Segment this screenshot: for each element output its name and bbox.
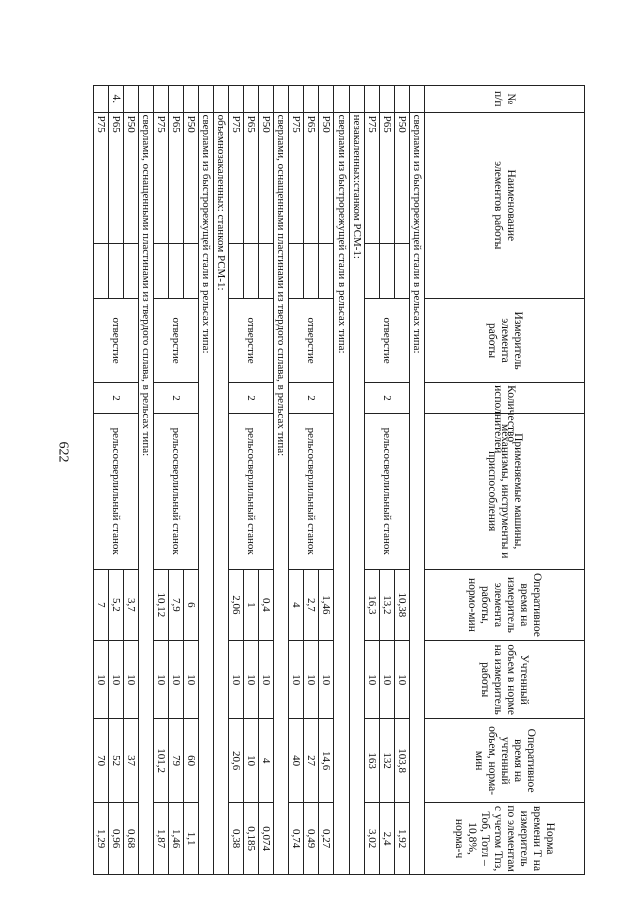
op-time-value: 3,7 bbox=[124, 569, 139, 641]
volume-value: 10 bbox=[154, 641, 169, 719]
volume-value: 10 bbox=[184, 641, 199, 719]
volume-value: 10 bbox=[94, 641, 109, 719]
row-number-cell bbox=[154, 86, 169, 113]
norm-value: 2,4 bbox=[379, 803, 394, 875]
volume-value: 10 bbox=[124, 641, 139, 719]
header-op-time: Оперативное время на измеритель элемента работы, нормо-мин bbox=[424, 569, 584, 641]
row-number-cell bbox=[139, 86, 154, 113]
row-number-cell bbox=[94, 86, 109, 113]
norm-value: 1,29 bbox=[94, 803, 109, 875]
header-row bbox=[424, 86, 584, 875]
op-time-value: 5,2 bbox=[109, 569, 124, 641]
op-time-value: 4 bbox=[289, 569, 304, 641]
row-number-cell bbox=[319, 86, 334, 113]
norm-value: 0,27 bbox=[319, 803, 334, 875]
op-time-value: 2,7 bbox=[304, 569, 319, 641]
rail-type: Р75 bbox=[154, 112, 169, 243]
row-number-cell bbox=[289, 86, 304, 113]
norm-value: 0,185 bbox=[244, 803, 259, 875]
machine-cell: рельсосверлильный станок bbox=[94, 413, 139, 569]
spacer-cell bbox=[184, 243, 199, 298]
spacer-cell bbox=[109, 243, 124, 298]
norm-value: 0,38 bbox=[229, 803, 244, 875]
op-volume-value: 79 bbox=[169, 719, 184, 803]
row-number-cell bbox=[304, 86, 319, 113]
op-volume-value: 14,6 bbox=[319, 719, 334, 803]
op-time-value: 16,3 bbox=[364, 569, 379, 641]
machine-cell: рельсосверлильный станок bbox=[364, 413, 409, 569]
page-number: 622 bbox=[55, 441, 71, 463]
rail-type: Р75 bbox=[94, 112, 109, 243]
op-time-value: 10,38 bbox=[394, 569, 409, 641]
op-volume-value: 103,8 bbox=[394, 719, 409, 803]
op-volume-value: 27 bbox=[304, 719, 319, 803]
volume-value: 10 bbox=[319, 641, 334, 719]
meter-cell: отверстие bbox=[289, 299, 334, 383]
spacer-cell bbox=[364, 243, 379, 298]
row-number-cell bbox=[334, 86, 349, 113]
rail-type: Р75 bbox=[289, 112, 304, 243]
op-volume-value: 163 bbox=[364, 719, 379, 803]
op-volume-value: 101,2 bbox=[154, 719, 169, 803]
table-row bbox=[259, 86, 274, 875]
row-number-cell bbox=[124, 86, 139, 113]
volume-value: 10 bbox=[364, 641, 379, 719]
op-volume-value: 20,6 bbox=[229, 719, 244, 803]
meter-cell: отверстие bbox=[154, 299, 199, 383]
volume-value: 10 bbox=[244, 641, 259, 719]
norm-value: 1,87 bbox=[154, 803, 169, 875]
rail-type: Р50 bbox=[259, 112, 274, 243]
volume-value: 10 bbox=[289, 641, 304, 719]
op-volume-value: 52 bbox=[109, 719, 124, 803]
volume-value: 10 bbox=[229, 641, 244, 719]
header-name: Наименование элементов работы bbox=[424, 112, 584, 298]
table-row bbox=[319, 86, 334, 875]
header-meter: Измеритель элемента работы bbox=[424, 299, 584, 383]
volume-value: 10 bbox=[259, 641, 274, 719]
section-title: сверлами из быстрорежущей стали в рельсах типа: bbox=[199, 112, 214, 874]
spacer-cell bbox=[244, 243, 259, 298]
workers-cell: 2 bbox=[154, 383, 199, 414]
volume-value: 10 bbox=[394, 641, 409, 719]
norm-value: 0,96 bbox=[109, 803, 124, 875]
section-volume-hardened bbox=[214, 86, 229, 875]
op-volume-value: 10 bbox=[244, 719, 259, 803]
spacer-cell bbox=[124, 243, 139, 298]
norm-value: 1,46 bbox=[169, 803, 184, 875]
op-volume-value: 132 bbox=[379, 719, 394, 803]
spacer-cell bbox=[169, 243, 184, 298]
rail-type: Р65 bbox=[379, 112, 394, 243]
row-number-cell bbox=[184, 86, 199, 113]
header-machines: Применяемые машины, механизмы, инструменты и приспособления bbox=[424, 413, 584, 569]
machine-cell: рельсосверлильный станок bbox=[289, 413, 334, 569]
header-volume: Учтенный объем в норме на измеритель работы bbox=[424, 641, 584, 719]
op-time-value: 1,46 bbox=[319, 569, 334, 641]
row-number-cell bbox=[379, 86, 394, 113]
norm-value: 1,92 bbox=[394, 803, 409, 875]
rail-type: Р50 bbox=[184, 112, 199, 243]
op-time-value: 7,9 bbox=[169, 569, 184, 641]
section-title: сверлами, оснащенными пластинами из твердого сплава, в рельсах типа: bbox=[274, 112, 289, 874]
group-title bbox=[409, 86, 424, 875]
meter-cell: отверстие bbox=[229, 299, 274, 383]
spacer-cell bbox=[94, 243, 109, 298]
row-number-cell: 4. bbox=[109, 86, 124, 113]
header-no: № п/п bbox=[424, 86, 584, 113]
norm-value: 0,49 bbox=[304, 803, 319, 875]
op-volume-value: 4 bbox=[259, 719, 274, 803]
norm-value: 1,1 bbox=[184, 803, 199, 875]
volume-value: 10 bbox=[169, 641, 184, 719]
row-number-cell bbox=[199, 86, 214, 113]
spacer-cell bbox=[319, 243, 334, 298]
row-number-cell bbox=[364, 86, 379, 113]
rail-type: Р65 bbox=[304, 112, 319, 243]
op-volume-value: 70 bbox=[94, 719, 109, 803]
row-number-cell bbox=[259, 86, 274, 113]
op-time-value: 0,4 bbox=[259, 569, 274, 641]
group-title bbox=[139, 86, 154, 875]
row-number-cell bbox=[409, 86, 424, 113]
machine-cell: рельсосверлильный станок bbox=[154, 413, 199, 569]
work-norms-table bbox=[93, 85, 585, 875]
op-time-value: 6 bbox=[184, 569, 199, 641]
row-number-cell bbox=[244, 86, 259, 113]
spacer-cell bbox=[229, 243, 244, 298]
rail-type: Р75 bbox=[229, 112, 244, 243]
meter-cell: отверстие bbox=[364, 299, 409, 383]
rail-type: Р50 bbox=[319, 112, 334, 243]
workers-cell: 2 bbox=[289, 383, 334, 414]
meter-cell: отверстие bbox=[94, 299, 139, 383]
section-title: сверлами из быстрорежущей стали в рельсах типа: bbox=[334, 112, 349, 874]
row-number-cell bbox=[274, 86, 289, 113]
spacer-cell bbox=[394, 243, 409, 298]
rail-type: Р50 bbox=[124, 112, 139, 243]
op-time-value: 1 bbox=[244, 569, 259, 641]
norm-value: 0,074 bbox=[259, 803, 274, 875]
op-volume-value: 37 bbox=[124, 719, 139, 803]
header-workers: Количество исполнителей bbox=[424, 383, 584, 414]
section-title: объемнозакаленных: станком РСМ-1: bbox=[214, 112, 229, 874]
group-title bbox=[334, 86, 349, 875]
rail-type: Р65 bbox=[109, 112, 124, 243]
section-title: незакаленных:станком РСМ-1: bbox=[349, 112, 364, 874]
op-volume-value: 40 bbox=[289, 719, 304, 803]
group-title bbox=[199, 86, 214, 875]
op-time-value: 2,06 bbox=[229, 569, 244, 641]
rail-type: Р75 bbox=[364, 112, 379, 243]
spacer-cell bbox=[304, 243, 319, 298]
workers-cell: 2 bbox=[94, 383, 139, 414]
row-number-cell bbox=[229, 86, 244, 113]
rotated-table-wrapper bbox=[93, 85, 585, 875]
volume-value: 10 bbox=[379, 641, 394, 719]
row-number-cell bbox=[349, 86, 364, 113]
table-row bbox=[394, 86, 409, 875]
table-row bbox=[184, 86, 199, 875]
workers-cell: 2 bbox=[229, 383, 274, 414]
row-number-cell bbox=[169, 86, 184, 113]
spacer-cell bbox=[379, 243, 394, 298]
workers-cell: 2 bbox=[364, 383, 409, 414]
spacer-cell bbox=[259, 243, 274, 298]
op-time-value: 13,2 bbox=[379, 569, 394, 641]
section-non-hardened bbox=[349, 86, 364, 875]
spacer-cell bbox=[154, 243, 169, 298]
norm-value: 3,02 bbox=[364, 803, 379, 875]
op-time-value: 7 bbox=[94, 569, 109, 641]
machine-cell: рельсосверлильный станок bbox=[229, 413, 274, 569]
rail-type: Р50 bbox=[394, 112, 409, 243]
table-body bbox=[94, 86, 425, 875]
table-row bbox=[124, 86, 139, 875]
rail-type: Р65 bbox=[169, 112, 184, 243]
norm-value: 0,68 bbox=[124, 803, 139, 875]
section-title: сверлами, оснащенными пластинами из твердого сплава, в рельсах типа: bbox=[139, 112, 154, 874]
header-norm: Норма времени Т на измеритель по элементам с учетом Тпз, Тоб, Тотл – 10,8%, норма-ч bbox=[424, 803, 584, 875]
op-volume-value: 60 bbox=[184, 719, 199, 803]
volume-value: 10 bbox=[109, 641, 124, 719]
op-time-value: 10,12 bbox=[154, 569, 169, 641]
section-title: сверлами из быстрорежущей стали в рельсах типа: bbox=[409, 112, 424, 874]
group-title bbox=[274, 86, 289, 875]
volume-value: 10 bbox=[304, 641, 319, 719]
header-op-volume: Оперативное время на учтенный объем, норма-мин bbox=[424, 719, 584, 803]
rail-type: Р65 bbox=[244, 112, 259, 243]
norm-value: 0,74 bbox=[289, 803, 304, 875]
spacer-cell bbox=[289, 243, 304, 298]
row-number-cell bbox=[394, 86, 409, 113]
row-number-cell bbox=[214, 86, 229, 113]
